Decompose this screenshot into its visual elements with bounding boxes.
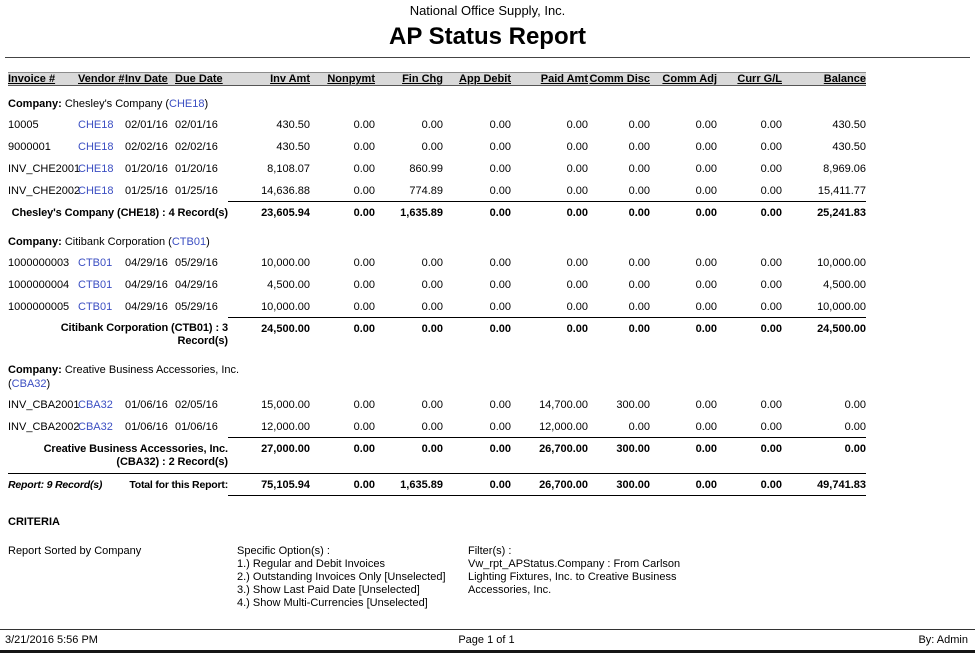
invoice-number-cell: 9000001 [8, 141, 51, 153]
group-subtotal-label: Citibank Corporation (CTB01) : 3 Record(s) [60, 322, 228, 347]
amount-cell: 0.00 [489, 300, 511, 313]
subtotal-amount-cell: 0.00 [717, 317, 782, 352]
amount-cell: 0.00 [628, 278, 650, 291]
footer-page-number: Page 1 of 1 [458, 634, 515, 646]
vendor-link[interactable]: CHE18 [78, 163, 114, 175]
column-header-due_date: Due Date [175, 73, 228, 86]
report-total-amount-cell: 0.00 [443, 473, 511, 495]
company-group-header [8, 235, 266, 249]
amount-cell: 0.00 [489, 141, 511, 153]
report-total-row [8, 473, 866, 495]
criteria-option: 2.) Outstanding Invoices Only [Unselected] [237, 570, 446, 583]
amount-cell: 0.00 [695, 421, 717, 433]
amount-cell: 0.00 [421, 256, 443, 269]
report-total-amount-cell: 49,741.83 [782, 473, 866, 495]
amount-cell: 0.00 [566, 300, 588, 313]
subtotal-amount-cell: 0.00 [588, 202, 650, 224]
invoice-number-cell: 1000000004 [8, 278, 70, 291]
vendor-cell [78, 393, 125, 415]
amount-cell: 8,108.07 [267, 163, 310, 175]
amount-cell: 0.00 [489, 278, 511, 291]
amount-cell: 0.00 [566, 278, 588, 291]
footer-user: By: Admin [918, 634, 968, 646]
due-date-cell: 05/29/16 [175, 300, 218, 313]
invoice-row [8, 415, 866, 438]
invoice-number-cell: INV_CBA2002 [8, 421, 80, 433]
group-subtotal-label: Creative Business Accessories, Inc. (CBA32) : 2 Record(s) [43, 442, 228, 468]
amount-cell: 0.00 [353, 163, 375, 175]
vendor-link[interactable]: CHE18 [78, 141, 114, 153]
column-header-fin_chg: Fin Chg [375, 73, 443, 86]
amount-cell: 0.00 [353, 256, 375, 269]
invoice-row [8, 251, 866, 273]
amount-cell: 0.00 [844, 399, 866, 411]
subtotal-amount-cell: 0.00 [443, 317, 511, 352]
group-subtotal-row [8, 202, 866, 224]
report-footer [0, 629, 975, 650]
amount-cell: 0.00 [628, 421, 650, 433]
invoice-row [8, 135, 866, 157]
amount-cell: 0.00 [760, 119, 782, 131]
report-header [0, 0, 975, 51]
amount-cell: 14,636.88 [261, 185, 310, 197]
amount-cell: 0.00 [421, 300, 443, 313]
subtotal-amount-cell: 0.00 [650, 317, 717, 352]
column-header-comm_adj: Comm Adj [650, 73, 717, 86]
company-group-cell [8, 224, 866, 251]
report-total-label: Total for this Report: [129, 478, 228, 491]
amount-cell: 0.00 [628, 141, 650, 153]
amount-cell: 0.00 [489, 421, 511, 433]
vendor-link[interactable]: CTB01 [78, 278, 113, 291]
inv-date-cell: 02/02/16 [125, 141, 168, 153]
amount-cell: 4,500.00 [823, 278, 866, 291]
criteria-filter-text: Vw_rpt_APStatus.Company : From Carlson Lighting Fixtures, Inc. to Creative Business Accessories, Inc. [468, 557, 681, 596]
column-header-vendor: Vendor # [78, 73, 125, 85]
subtotal-amount-cell: 27,000.00 [228, 438, 310, 474]
amount-cell: 14,700.00 [539, 399, 588, 411]
table-header-row [8, 73, 866, 86]
subtotal-amount-cell: 0.00 [588, 317, 650, 352]
amount-cell: 430.50 [832, 119, 866, 131]
amount-cell: 0.00 [844, 421, 866, 433]
company-group-row [8, 352, 866, 393]
amount-cell: 10,000.00 [261, 300, 310, 313]
column-header-nonpymt: Nonpymt [310, 73, 375, 86]
amount-cell: 0.00 [421, 141, 443, 153]
column-header-comm_disc: Comm Disc [589, 73, 650, 85]
amount-cell: 0.00 [760, 141, 782, 153]
subtotal-amount-cell: 24,500.00 [782, 317, 866, 352]
criteria-filters [468, 545, 708, 597]
amount-cell: 0.00 [421, 119, 443, 131]
subtotal-amount-cell: 0.00 [511, 317, 588, 352]
invoice-number-cell: INV_CHE2002 [8, 185, 81, 197]
criteria-heading: CRITERIA [8, 515, 60, 528]
company-group-header [8, 363, 266, 391]
subtotal-amount-cell: 0.00 [310, 202, 375, 224]
amount-cell: 0.00 [695, 256, 717, 269]
vendor-cell [78, 415, 125, 438]
vendor-cell [78, 113, 125, 135]
report-total-amount-cell: 0.00 [717, 473, 782, 495]
company-name-text: Creative Business Accessories, Inc. ( [8, 364, 240, 390]
subtotal-amount-cell: 1,635.89 [375, 202, 443, 224]
criteria-option: 4.) Show Multi-Currencies [Unselected] [237, 596, 428, 609]
invoice-number-cell: INV_CHE2001 [8, 163, 81, 175]
company-paren: ) [206, 235, 210, 248]
due-date-cell: 04/29/16 [175, 278, 218, 291]
inv-date-cell: 04/29/16 [125, 278, 168, 291]
group-subtotal-row [8, 317, 866, 352]
report-total-amount-cell: 0.00 [650, 473, 717, 495]
amount-cell: 0.00 [353, 141, 375, 153]
title-divider [5, 57, 970, 58]
column-header-paid_amt: Paid Amt [511, 73, 588, 86]
amount-cell: 0.00 [695, 163, 717, 175]
due-date-cell: 02/02/16 [175, 141, 218, 153]
amount-cell: 0.00 [628, 163, 650, 175]
subtotal-amount-cell: 0.00 [650, 438, 717, 474]
report-total-amount-cell: 26,700.00 [511, 473, 588, 495]
subtotal-amount-cell: 26,700.00 [511, 438, 588, 474]
report-total-amount-cell: 75,105.94 [228, 473, 310, 495]
amount-cell: 0.00 [566, 256, 588, 269]
amount-cell: 0.00 [353, 399, 375, 411]
company-label: Company: [8, 235, 65, 248]
amount-cell: 0.00 [760, 399, 782, 411]
amount-cell: 4,500.00 [267, 278, 310, 291]
criteria-sorted-by: Report Sorted by Company [8, 544, 142, 557]
criteria-options [237, 545, 468, 610]
subtotal-amount-cell: 23,605.94 [228, 202, 310, 224]
criteria-options-heading: Specific Option(s) : [237, 544, 330, 557]
inv-date-cell: 04/29/16 [125, 300, 168, 313]
subtotal-amount-cell: 0.00 [375, 438, 443, 474]
criteria-filters-heading: Filter(s) : [468, 544, 512, 557]
criteria-option: 3.) Show Last Paid Date [Unselected] [237, 583, 420, 596]
company-code-link[interactable]: CBA32 [11, 378, 47, 390]
inv-date-cell: 01/20/16 [125, 163, 168, 175]
inv-date-cell: 01/06/16 [125, 421, 168, 433]
due-date-cell: 02/01/16 [175, 119, 218, 131]
company-label: Company: [8, 364, 65, 376]
company-paren: ) [204, 98, 209, 110]
subtotal-amount-cell: 0.00 [717, 438, 782, 474]
vendor-link[interactable]: CTB01 [78, 256, 113, 269]
amount-cell: 12,000.00 [539, 421, 588, 433]
group-subtotal-label: Chesley's Company (CHE18) : 4 Record(s) [11, 206, 228, 219]
company-group-row [8, 224, 866, 251]
invoice-number-cell: 1000000005 [8, 300, 70, 313]
amount-cell: 15,411.77 [817, 185, 866, 197]
amount-cell: 774.89 [409, 185, 443, 197]
due-date-cell: 01/20/16 [175, 163, 218, 175]
invoice-row [8, 113, 866, 135]
criteria-option: 1.) Regular and Debit Invoices [237, 557, 385, 570]
invoice-number-cell: 1000000003 [8, 256, 70, 269]
amount-cell: 0.00 [695, 278, 717, 291]
invoice-row [8, 393, 866, 415]
amount-cell: 430.50 [276, 141, 310, 153]
subtotal-amount-cell: 0.00 [443, 438, 511, 474]
column-header-inv_date: Inv Date [125, 73, 175, 86]
amount-cell: 0.00 [421, 421, 443, 433]
amount-cell: 0.00 [760, 163, 782, 175]
amount-cell: 0.00 [628, 300, 650, 313]
amount-cell: 0.00 [628, 256, 650, 269]
vendor-link[interactable]: CTB01 [78, 300, 113, 313]
company-code-link[interactable]: CTB01 [171, 235, 207, 248]
amount-cell: 0.00 [353, 278, 375, 291]
report-company-name: National Office Supply, Inc. [409, 3, 566, 18]
amount-cell: 0.00 [760, 256, 782, 269]
report-title: AP Status Report [389, 23, 586, 50]
subtotal-amount-cell: 0.00 [310, 438, 375, 474]
amount-cell: 0.00 [566, 119, 588, 131]
amount-cell: 0.00 [353, 300, 375, 313]
report-total-label-cell [8, 473, 228, 495]
invoice-row [8, 273, 866, 295]
inv-date-cell: 01/06/16 [125, 399, 168, 411]
column-header-inv_amt: Inv Amt [228, 73, 310, 86]
subtotal-amount-cell: 0.00 [310, 317, 375, 352]
subtotal-amount-cell: 0.00 [650, 202, 717, 224]
company-label: Company: [8, 98, 65, 110]
amount-cell: 0.00 [353, 185, 375, 197]
subtotal-amount-cell: 25,241.83 [782, 202, 866, 224]
report-record-count: Report: 9 Record(s) [8, 478, 103, 491]
subtotal-amount-cell: 0.00 [443, 202, 511, 224]
amount-cell: 0.00 [489, 399, 511, 411]
amount-cell: 0.00 [695, 185, 717, 197]
amount-cell: 0.00 [695, 141, 717, 153]
vendor-cell [78, 273, 125, 295]
amount-cell: 0.00 [760, 421, 782, 433]
amount-cell: 0.00 [566, 185, 588, 197]
company-group-row [8, 86, 866, 114]
subtotal-amount-cell: 0.00 [717, 202, 782, 224]
due-date-cell: 05/29/16 [175, 256, 218, 269]
invoice-row [8, 179, 866, 202]
amount-cell: 0.00 [421, 399, 443, 411]
amount-cell: 10,000.00 [817, 256, 866, 269]
vendor-link[interactable]: CBA32 [78, 399, 113, 411]
inv-date-cell: 01/25/16 [125, 185, 168, 197]
subtotal-amount-cell: 0.00 [375, 317, 443, 352]
report-total-amount-cell: 300.00 [588, 473, 650, 495]
subtotal-amount-cell: 0.00 [782, 438, 866, 474]
vendor-cell [78, 251, 125, 273]
column-header-app_debit: App Debit [443, 73, 511, 86]
table-body [8, 86, 866, 496]
vendor-link[interactable]: CHE18 [78, 119, 114, 131]
amount-cell: 0.00 [760, 278, 782, 291]
vendor-cell [78, 135, 125, 157]
amount-cell: 0.00 [353, 421, 375, 433]
amount-cell: 0.00 [695, 300, 717, 313]
company-group-cell [8, 86, 866, 114]
criteria-options-list [237, 558, 468, 610]
amount-cell: 0.00 [760, 300, 782, 313]
amount-cell: 430.50 [276, 119, 310, 131]
company-name-text: Chesley's Company ( [64, 98, 170, 110]
ap-status-table [8, 72, 866, 496]
amount-cell: 0.00 [566, 163, 588, 175]
company-name-text: Citibank Corporation ( [64, 235, 172, 248]
amount-cell: 0.00 [489, 163, 511, 175]
column-header-balance: Balance [782, 73, 866, 86]
due-date-cell: 02/05/16 [175, 399, 218, 411]
amount-cell: 0.00 [489, 119, 511, 131]
amount-cell: 0.00 [353, 119, 375, 131]
amount-cell: 8,969.06 [823, 163, 866, 175]
amount-cell: 430.50 [832, 141, 866, 153]
criteria-columns [8, 545, 975, 610]
vendor-cell [78, 179, 125, 202]
amount-cell: 0.00 [421, 278, 443, 291]
amount-cell: 0.00 [628, 119, 650, 131]
amount-cell: 0.00 [489, 185, 511, 197]
invoice-number-cell: INV_CBA2001 [8, 399, 80, 411]
company-group-cell [8, 352, 866, 393]
column-header-curr_gl: Curr G/L [717, 73, 782, 86]
company-code-link[interactable]: CHE18 [169, 98, 205, 110]
subtotal-amount-cell: 300.00 [588, 438, 650, 474]
amount-cell: 0.00 [566, 141, 588, 153]
subtotal-amount-cell: 24,500.00 [228, 317, 310, 352]
company-paren: ) [46, 378, 51, 390]
vendor-cell [78, 157, 125, 179]
report-total-labels [8, 479, 228, 491]
group-subtotal-row [8, 438, 866, 474]
subtotal-amount-cell: 0.00 [511, 202, 588, 224]
vendor-link[interactable]: CBA32 [78, 421, 113, 433]
invoice-number-cell: 10005 [8, 119, 39, 131]
amount-cell: 860.99 [409, 163, 443, 175]
inv-date-cell: 04/29/16 [125, 256, 168, 269]
due-date-cell: 01/25/16 [175, 185, 218, 197]
due-date-cell: 01/06/16 [175, 421, 218, 433]
vendor-link[interactable]: CHE18 [78, 185, 114, 197]
vendor-cell [78, 295, 125, 318]
invoice-row [8, 295, 866, 318]
company-group-header [8, 97, 266, 111]
amount-cell: 12,000.00 [261, 421, 310, 433]
amount-cell: 300.00 [616, 399, 650, 411]
amount-cell: 0.00 [628, 185, 650, 197]
amount-cell: 0.00 [489, 256, 511, 269]
amount-cell: 0.00 [695, 119, 717, 131]
inv-date-cell: 02/01/16 [125, 119, 168, 131]
footer-datetime: 3/21/2016 5:56 PM [5, 634, 98, 646]
amount-cell: 0.00 [760, 185, 782, 197]
column-header-invoice: Invoice # [8, 73, 78, 86]
amount-cell: 0.00 [695, 399, 717, 411]
criteria-section [8, 516, 975, 610]
amount-cell: 15,000.00 [261, 399, 310, 411]
amount-cell: 10,000.00 [261, 256, 310, 269]
invoice-row [8, 157, 866, 179]
report-total-amount-cell: 1,635.89 [375, 473, 443, 495]
report-total-amount-cell: 0.00 [310, 473, 375, 495]
amount-cell: 10,000.00 [817, 300, 866, 313]
